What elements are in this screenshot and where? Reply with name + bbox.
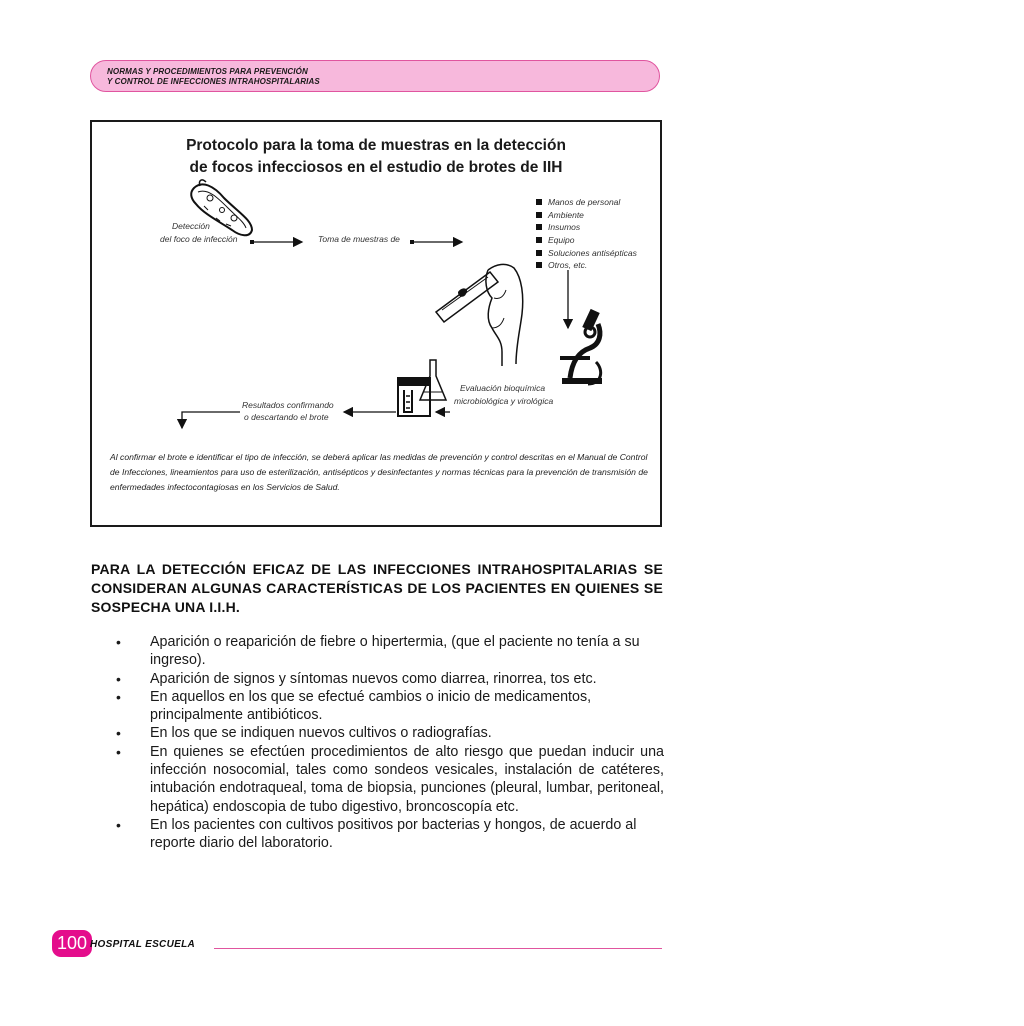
hand-with-slide-icon xyxy=(436,264,523,366)
header-line-2: Y CONTROL DE INFECCIONES INTRAHOSPITALARIAS xyxy=(107,77,320,86)
list-item-text: En aquellos en los que se efectué cambios o inicio de medicamentos, principalmente antibióticos. xyxy=(150,688,592,724)
criteria-list xyxy=(116,633,664,853)
source-item: Ambiente xyxy=(536,209,637,222)
bullet-icon: • xyxy=(116,688,121,705)
figure-title-line-1: Protocolo para la toma de muestras en la detección xyxy=(186,137,566,154)
flow-arrow-1 xyxy=(250,240,302,244)
list-item xyxy=(116,688,664,725)
sample-sources-list xyxy=(536,196,637,272)
result-label-2: o descartando el brote xyxy=(244,412,329,422)
lab-flask-icon xyxy=(398,360,446,416)
footer-label: HOSPITAL ESCUELA xyxy=(90,939,195,950)
list-item xyxy=(116,670,664,688)
flow-arrow-2 xyxy=(410,240,462,244)
microscope-icon xyxy=(560,309,602,384)
evaluation-label-1: Evaluación bioquímica xyxy=(460,383,546,393)
footer-divider xyxy=(214,948,662,949)
bullet-icon: • xyxy=(116,670,121,687)
list-item xyxy=(116,633,664,670)
detection-label-1: Detección xyxy=(172,221,210,231)
bullet-icon: • xyxy=(116,816,121,833)
detection-label-2: del foco de infección xyxy=(160,234,238,244)
page-number-badge: 100 xyxy=(52,930,92,957)
section-heading: PARA LA DETECCIÓN EFICAZ DE LAS INFECCIONES INTRAHOSPITALARIAS SE CONSIDERAN ALGUNAS CARACTERÍSTICAS DE LOS PACIENTES EN QUIENES SE SOSPECHA UNA I.I.H. xyxy=(91,561,663,615)
bullet-icon: • xyxy=(116,725,121,742)
header-banner xyxy=(90,60,660,92)
source-item: Otros, etc. xyxy=(536,259,637,272)
list-item xyxy=(116,724,664,742)
list-item xyxy=(116,816,664,853)
header-line-1: NORMAS Y PROCEDIMIENTOS PARA PREVENCIÓN xyxy=(107,67,308,76)
list-item-text: En los que se indiquen nuevos cultivos o radiografías. xyxy=(150,725,492,742)
list-item-text: En los pacientes con cultivos positivos por bacterias y hongos, de acuerdo al reporte diario del laboratorio. xyxy=(150,816,637,852)
figure-title-line-2: de focos infecciosos en el estudio de brotes de IIH xyxy=(189,159,563,176)
list-item-text: Aparición de signos y síntomas nuevos como diarrea, rinorrea, tos etc. xyxy=(150,670,597,687)
figure-note: Al confirmar el brote e identificar el tipo de infección, se deberá aplicar las medidas de prevención y control descritas en el Manual de Control de Infecciones, lineamientos para uso de esterilización, antisépticos y desinfectantes y normas técnicas para la prevención de transmisión de enfermedades infectocontagiosas en los Servicios de Salud. xyxy=(110,452,648,492)
source-item: Soluciones antisépticas xyxy=(536,247,637,260)
source-item: Insumos xyxy=(536,221,637,234)
result-label-1: Resultados confirmando xyxy=(242,400,334,410)
source-item: Equipo xyxy=(536,234,637,247)
sample-label: Toma de muestras de xyxy=(318,234,400,244)
list-item xyxy=(116,743,664,816)
bullet-icon: • xyxy=(116,743,121,760)
flow-arrow-5 xyxy=(182,412,240,428)
protocol-figure xyxy=(90,120,662,527)
list-item-text: En quienes se efectúen procedimientos de alto riesgo que puedan inducir una infección nosocomial, tales como sondeos vesicales, instalación de catéteres, intubación endotraqueal, toma de biopsia, punciones (pleural, lumbar, peritoneal, hepática) endoscopia de tubo digestivo, broncoscopía etc. xyxy=(150,743,664,815)
bullet-icon: • xyxy=(116,634,121,650)
evaluation-label-2: microbiológica y virológica xyxy=(454,396,554,406)
list-item-text: Aparición o reaparición de fiebre o hipertermia, (que el paciente no tenía a su ingreso). xyxy=(150,634,640,669)
source-item: Manos de personal xyxy=(536,196,637,209)
